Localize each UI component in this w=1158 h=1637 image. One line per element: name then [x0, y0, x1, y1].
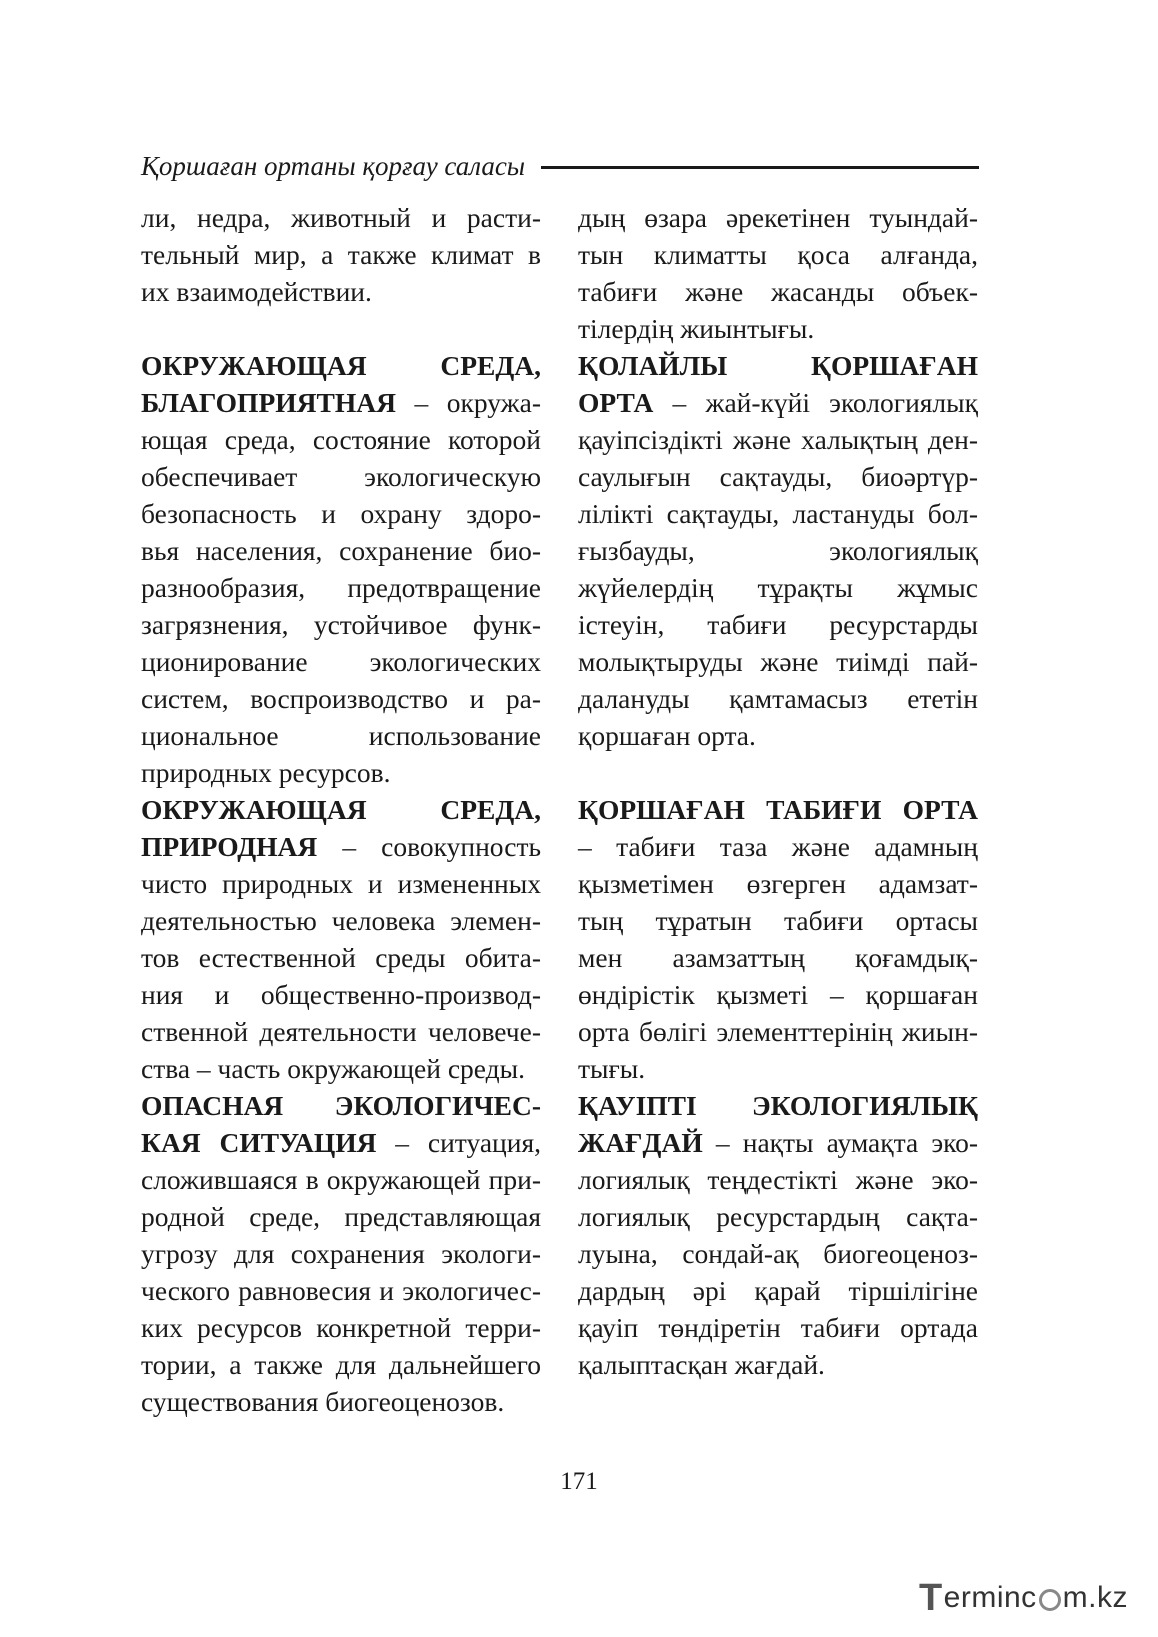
page-number: 171	[560, 1468, 598, 1495]
text-line: родной среде, представляющая	[141, 1201, 541, 1232]
watermark-logo: T erminc m.kz	[918, 1576, 1128, 1619]
text-line: істеуін, табиғи ресурстарды	[578, 609, 978, 640]
text-line: безопасность и охрану здоро-	[141, 498, 541, 529]
term-heading: ОКРУЖАЮЩАЯ СРЕДА,	[141, 350, 541, 381]
term-heading: ҚАУІПТІ ЭКОЛОГИЯЛЫҚ	[578, 1090, 978, 1121]
text-line: ғызбауды, экологиялық	[578, 535, 978, 566]
header-rule	[541, 166, 979, 169]
term-line: БЛАГОПРИЯТНАЯ – окружа-	[141, 387, 541, 418]
text-line: тории, а также для дальнейшего	[141, 1349, 541, 1380]
text-line: ющая среда, состояние которой	[141, 424, 541, 455]
text-line: чисто природных и измененных	[141, 868, 541, 899]
text-line: молықтыруды және тиімді пай-	[578, 646, 978, 677]
term-heading: ҚОРШАҒАН ТАБИҒИ ОРТА	[578, 794, 978, 825]
text-line: загрязнения, устойчивое функ-	[141, 609, 541, 640]
text-line: саулығын сақтауды, биоәртүр-	[578, 461, 978, 492]
text-line: тын климатты қоса алғанда,	[578, 239, 978, 270]
text-line: сложившаяся в окружающей при-	[141, 1164, 541, 1195]
running-header	[141, 146, 979, 186]
text-line: қоршаған орта.	[578, 720, 756, 751]
magnifier-icon	[1039, 1589, 1061, 1611]
text-line: деятельностью человека элемен-	[141, 905, 541, 936]
text-line: ческого равновесия и экологичес-	[141, 1275, 541, 1306]
text-line: тың тұратын табиғи ортасы	[578, 905, 978, 936]
text-line: природных ресурсов.	[141, 757, 391, 788]
term-line: КАЯ СИТУАЦИЯ – ситуация,	[141, 1127, 541, 1158]
text-line: қызметімен өзгерген адамзат-	[578, 868, 978, 899]
text-line: мен азамзаттың қоғамдық-	[578, 942, 978, 973]
text-line: қауіп төндіретін табиғи ортада	[578, 1312, 978, 1343]
text-line: угрозу для сохранения экологи-	[141, 1238, 541, 1269]
term-heading: ОКРУЖАЮЩАЯ СРЕДА,	[141, 794, 541, 825]
text-line: луына, сондай-ақ биогеоценоз-	[578, 1238, 978, 1269]
text-line: тығы.	[578, 1053, 646, 1084]
paragraph-gap	[141, 310, 541, 347]
text-line: – табиғи таза және адамның	[578, 831, 978, 862]
running-header-title: Қоршаған ортаны қорғау саласы	[141, 150, 526, 181]
text-line: ства – часть окружающей среды.	[141, 1053, 525, 1084]
text-line: систем, воспроизводство и ра-	[141, 683, 541, 714]
text-line: ких ресурсов конкретной терри-	[141, 1312, 541, 1343]
text-line: вья населения, сохранение био-	[141, 535, 541, 566]
term-line: ПРИРОДНАЯ – совокупность	[141, 831, 541, 862]
text-line: обеспечивает экологическую	[141, 461, 541, 492]
text-line: дың өзара әрекетінен туындай-	[578, 202, 978, 233]
text-line: жүйелердің тұрақты жұмыс	[578, 572, 978, 603]
term-heading: ҚОЛАЙЛЫ ҚОРШАҒАН	[578, 350, 978, 381]
text-line: ния и общественно-производ-	[141, 979, 541, 1010]
text-line: орта бөлігі элементтерінің жиын-	[578, 1016, 978, 1047]
text-line: лілікті сақтауды, ластануды бол-	[578, 498, 978, 529]
left-column	[141, 199, 541, 1420]
text-line: логиялық теңдестікті және эко-	[578, 1164, 978, 1195]
text-line: существования биогеоценозов.	[141, 1386, 505, 1417]
text-line: табиғи және жасанды объек-	[578, 276, 978, 307]
text-line: логиялық ресурстардың сақта-	[578, 1201, 978, 1232]
right-column	[578, 199, 978, 1383]
text-line: циональное использование	[141, 720, 541, 751]
text-line: далануды қамтамасыз ететін	[578, 683, 978, 714]
text-line: ственной деятельности человече-	[141, 1016, 541, 1047]
paragraph-gap	[578, 754, 978, 791]
text-line: ли, недра, животный и расти-	[141, 202, 541, 233]
text-line: өндірістік қызметі – қоршаған	[578, 979, 978, 1010]
text-line: тілердің жиынтығы.	[578, 313, 815, 344]
text-line: тов естественной среды обита-	[141, 942, 541, 973]
text-line: разнообразия, предотвращение	[141, 572, 541, 603]
text-line: қалыптасқан жағдай.	[578, 1349, 825, 1380]
term-heading: ОПАСНАЯ ЭКОЛОГИЧЕС-	[141, 1090, 541, 1121]
text-line: қауіпсіздікті және халықтың ден-	[578, 424, 978, 455]
text-line: дардың әрі қарай тіршілігіне	[578, 1275, 978, 1306]
term-line: ЖАҒДАЙ – нақты аумақта эко-	[578, 1127, 978, 1158]
term-line: ОРТА – жай-күйі экологиялық	[578, 387, 978, 418]
text-line: тельный мир, а также климат в	[141, 239, 541, 270]
text-line: ционирование экологических	[141, 646, 541, 677]
text-line: их взаимодействии.	[141, 276, 372, 307]
